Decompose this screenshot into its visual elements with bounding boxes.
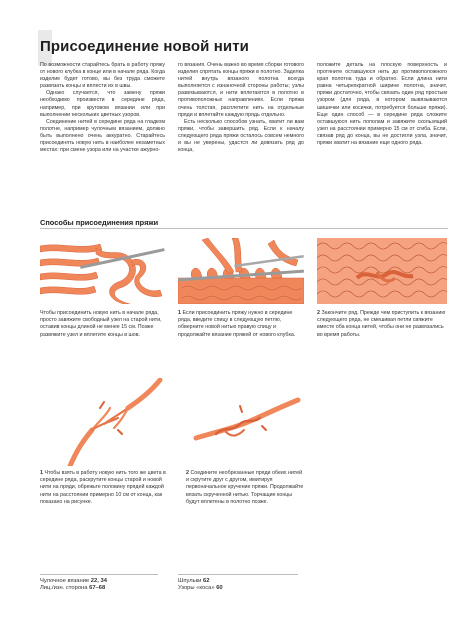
caption-twist-join: [186, 470, 306, 506]
crossref-label: Узоры «коса»: [178, 585, 215, 592]
crossref-line: [40, 585, 107, 592]
crossref-label: Шпульки: [178, 578, 202, 584]
illustration-tie-ends: [317, 238, 447, 304]
caption-text: Соедините необрезанные пряди обеих нитей и скрутите друг с другом, имитируя первоначальное кручение пряжи. Продолжайте вязать скрученной нитью. Торчащие концы будут вплетены в полотно позже.: [186, 470, 304, 505]
caption-untwist: [40, 470, 174, 506]
knitting-illustration: [178, 238, 304, 304]
crossref-label: Чулочное вязание: [40, 578, 90, 584]
footer-crossref-right: [178, 578, 223, 593]
caption-text: Если присоединить пряжу нужно в середине ряда, введите спицу в следующую петлю, обверните новой нитью правую спицу и продолжайте вязание пряжей от нового клубка.: [178, 310, 296, 338]
footer-crossref-left: [40, 578, 107, 593]
text-column-2: [178, 62, 304, 154]
text-column-1: [40, 62, 165, 154]
crossref-pages: 60: [216, 585, 223, 592]
paragraph: По возможности старайтесь брать в работу пряжу от нового клубка в конце или в начале ряда. Когда изделие будет готово, вы без труда сможете развязать концы и вплести их в швы.: [40, 62, 165, 90]
paragraph: положите деталь на плоскую поверхность и протяните оставшуюся нить до противоположного края полотна туда и обратно. Если длина нити равна четырехкратной ширине полотна, значит, пряжи достаточно, чтобы связать один ряд простым узором (для ряда, в котором вывязываются шишечки или косички, потребуется больше пряжи). Еще один способ — в середине ряда сложите оставшуюся нить пополам и завяжите скользящий узел на расстоянии примерно 15 см от сгиба. Если, связав ряд до конца, вы не достигли узла, значит, пряжи хватит на вязание еще одного ряда.: [317, 62, 447, 147]
paragraph: Однако случается, что замену пряжи необходимо произвести в середине ряда, например, при круговом вязании или при выполнении нескольких цветных узоров.: [40, 90, 165, 118]
crossref-line: [178, 585, 223, 592]
caption-number: 1: [40, 470, 43, 476]
illustration-twisted-join: [186, 378, 304, 466]
section-title: Способы присоединения пряжи: [40, 218, 159, 227]
knitting-illustration: [317, 238, 447, 304]
knitting-illustration: [40, 378, 174, 466]
illustration-knot-start-row: [40, 238, 166, 304]
caption-text: Закончите ряд. Прежде чем приступить к вязанию следующего ряда, не смешивая петли свяжите вместе оба конца нитей, чтобы они не развязались во время работы.: [317, 310, 446, 338]
illustration-untwisted-ends: [40, 378, 174, 466]
illustration-join-middle-row: [178, 238, 304, 304]
footer-divider: [178, 574, 298, 575]
article-title: Присоединение новой нити: [40, 38, 249, 55]
crossref-line: [178, 578, 223, 585]
caption-tie-ends: [317, 310, 449, 339]
knitting-illustration: [186, 378, 304, 466]
paragraph: Есть несколько способов узнать, хватит ли вам пряжи, чтобы завершить ряд. Если к началу следующего ряда пряжи осталось совсем немного и вы не уверены, удастся ли довязать ряд до конца,: [178, 118, 304, 154]
caption-number: 2: [186, 470, 189, 476]
crossref-pages: 67–68: [89, 585, 106, 592]
paragraph: Соединение нитей в середине ряда на гладком полотне, например чулочным вязанием, должно быть выполнено очень аккуратно. Старайтесь присоединять новую нить в наиболее незаметных местах: при смене узора или на участке ажурно-: [40, 118, 165, 154]
paragraph: го вязания. Очень важно во время сборки готового изделия спрятать концы пряжи в полотно. Заделка нитей внутрь вязаного полотна всегда выполняется с изнаночной стороны работы; узлы развязываются, и нити вплетаются в полотно в противоположных направлениях. Если пряжа очень толстая, расплетите нить на отдельные пряди и вплетайте каждую прядь отдельно.: [178, 62, 304, 118]
crossref-line: [40, 578, 107, 585]
crossref-label: Лиц./изн. сторона: [40, 585, 88, 592]
caption-number: 1: [178, 310, 181, 316]
caption-text: Чтобы взять в работу новую нить того же цвета в середине ряда, раскрутите концы старой и новой нити на пряди, обрежьте половину прядей каждой нити на расстоянии примерно 10 см от конца, как показано на рисунке.: [40, 470, 166, 505]
footer-divider: [40, 574, 158, 575]
section-divider: [40, 228, 448, 229]
caption-middle-row: [178, 310, 304, 339]
crossref-pages: 22, 34: [90, 578, 107, 584]
knitting-illustration: [40, 238, 166, 304]
caption-number: 2: [317, 310, 320, 316]
crossref-pages: 62: [203, 578, 210, 584]
text-column-3: [317, 62, 447, 147]
caption-knot-start: Чтобы присоединить новую нить в начале ряда, просто завяжите свободный узел на старой нити, оставив концы длиной не менее 15 см. Позже развяжите узел и вплетите концы в шов.: [40, 310, 162, 338]
